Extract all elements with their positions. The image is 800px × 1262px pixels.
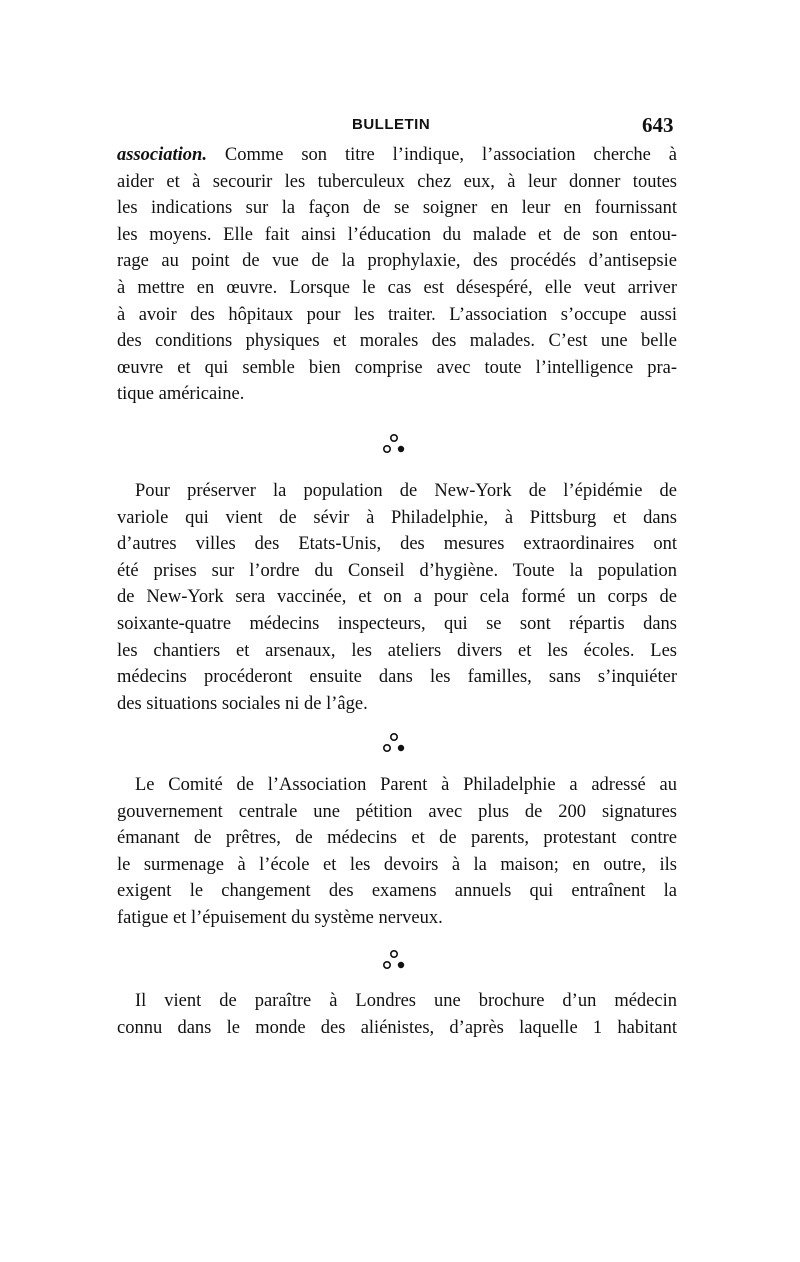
asterism-separator-icon xyxy=(379,432,409,456)
asterism-separator-icon xyxy=(379,731,409,755)
paragraph-philadelphia-petition xyxy=(117,772,677,932)
page-number: 643 xyxy=(642,113,674,137)
running-header-title: BULLETIN xyxy=(352,116,431,133)
text-line: émanant de prêtres, de médecins et de parents, protestant contre xyxy=(117,828,677,849)
asterism-separator-icon xyxy=(379,948,409,972)
text-line: connu dans le monde des aliénistes, d’après laquelle 1 habitant xyxy=(117,1017,677,1038)
text-line: à avoir des hôpitaux pour les traiter. L’association s’occupe aussi xyxy=(117,304,677,325)
text-line: les chantiers et arsenaux, les ateliers divers et les écoles. Les xyxy=(117,640,677,661)
text-line-rest: Comme son titre l’indique, l’association cherche à xyxy=(224,145,677,165)
text-line: exigent le changement des examens annuels qui entraînent la xyxy=(117,881,677,902)
text-line: le surmenage à l’école et les devoirs à la maison; en outre, ils xyxy=(117,854,677,875)
text-line: soixante-quatre médecins inspecteurs, qui se sont répartis dans xyxy=(117,613,677,634)
text-line: gouvernement centrale une pétition avec plus de 200 signatures xyxy=(117,801,677,822)
text-line: à mettre en œuvre. Lorsque le cas est désespéré, elle veut arriver xyxy=(117,277,677,298)
text-line: aider et à secourir les tuberculeux chez eux, à leur donner toutes xyxy=(117,171,677,192)
paragraph-tuberculosis-association xyxy=(117,142,677,408)
text-line: variole qui vient de sévir à Philadelphie, à Pittsburg et dans xyxy=(117,507,677,528)
text-line: Il vient de paraître à Londres une brochure d’un médecin xyxy=(135,991,677,1011)
paragraph-london-brochure xyxy=(117,988,677,1041)
text-line: Le Comité de l’Association Parent à Philadelphie a adressé au xyxy=(135,775,677,795)
paragraph-new-york-vaccination xyxy=(117,478,677,717)
text-line: des situations sociales ni de l’âge. xyxy=(117,693,368,714)
text-line: d’autres villes des Etats-Unis, des mesures extraordinaires ont xyxy=(117,534,677,555)
text-line xyxy=(117,142,677,169)
text-line: de New-York sera vaccinée, et on a pour cela formé un corps de xyxy=(117,587,677,608)
text-line: fatigue et l’épuisement du système nerveux. xyxy=(117,907,443,928)
text-line: œuvre et qui semble bien comprise avec toute l’intelligence pra- xyxy=(117,357,677,378)
italic-lead-word: association. xyxy=(117,145,207,165)
text-line: été prises sur l’ordre du Conseil d’hygiène. Toute la population xyxy=(117,560,677,581)
text-line: les moyens. Elle fait ainsi l’éducation du malade et de son entou- xyxy=(117,224,677,245)
text-line: médecins procéderont ensuite dans les familles, sans s’inquiéter xyxy=(117,667,677,688)
text-line: Pour préserver la population de New-York de l’épidémie de xyxy=(135,481,677,501)
text-line: les indications sur la façon de se soigner en leur en fournissant xyxy=(117,198,677,219)
text-line: des conditions physiques et morales des malades. C’est une belle xyxy=(117,331,677,352)
text-line: rage au point de vue de la prophylaxie, des procédés d’antisepsie xyxy=(117,251,677,272)
text-line: tique américaine. xyxy=(117,384,245,405)
